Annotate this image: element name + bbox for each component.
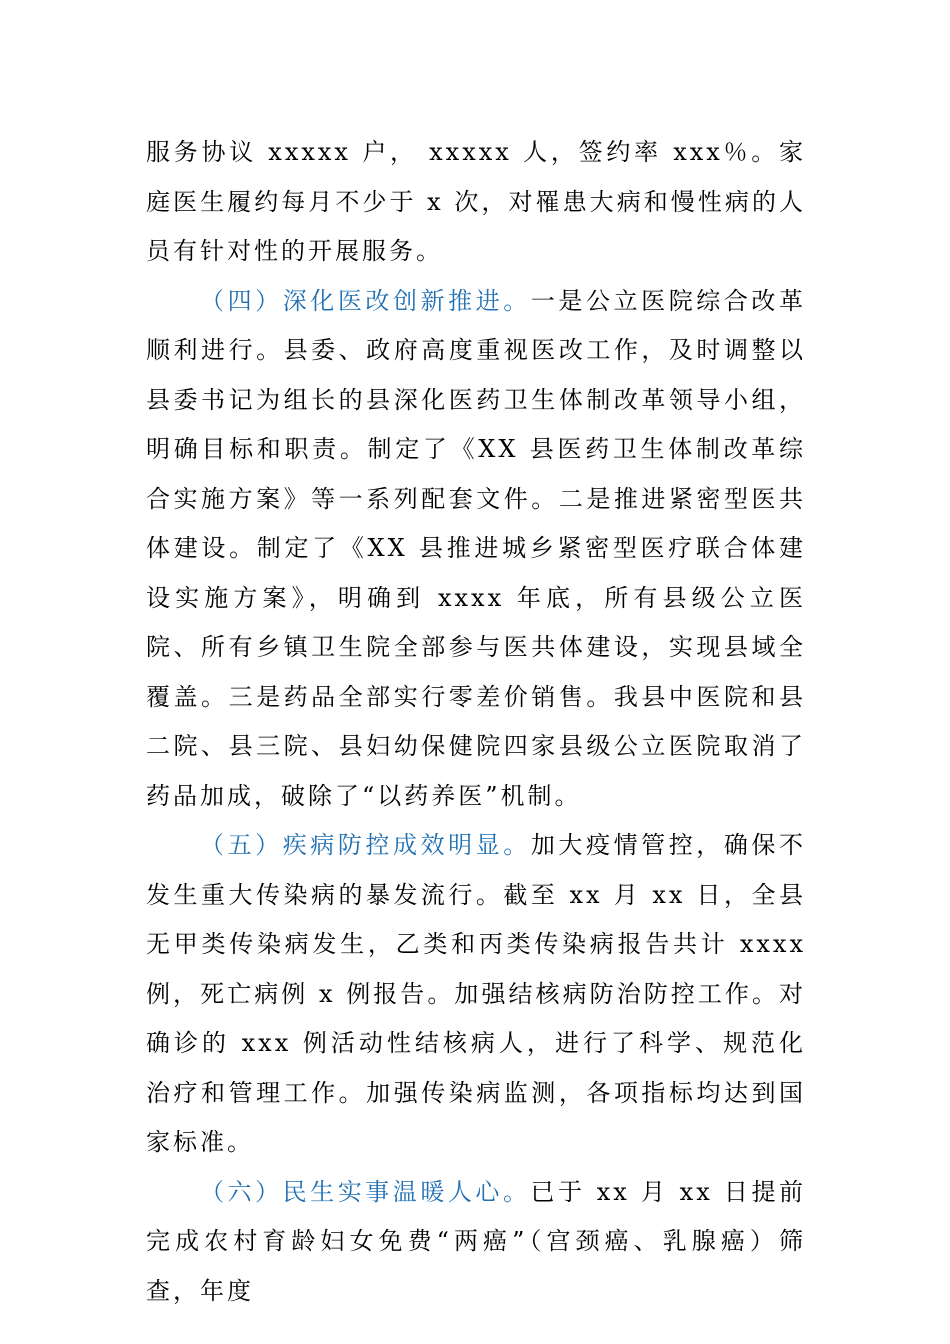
section-heading-4: （四）深化医改创新推进。 — [200, 286, 531, 315]
paragraph-body: 已于 xx 月 xx 日提前完成农村育龄妇女免费“两癌”（宫颈癌、乳腺癌）筛查，年度 — [146, 1177, 807, 1305]
paragraph-medical-reform — [146, 277, 806, 822]
paragraph-livelihood — [146, 1168, 806, 1317]
paragraph-disease-control — [146, 821, 806, 1168]
paragraph-body: 加大疫情管控，确保不发生重大传染病的暴发流行。截至 xx 月 xx 日，全县无甲类传染病发生，乙类和丙类传染病报告共计 xxxx 例，死亡病例 x 例报告。加强结核病防治防控工作。对确诊的 xxx 例活动性结核病人，进行了科学、规范化治疗和管理工作。加强传染病监测，各项指标均达到国家标准。 — [146, 831, 807, 1156]
section-heading-6: （六）民生实事温暖人心。 — [200, 1177, 531, 1206]
paragraph-body: 一是公立医院综合改革顺利进行。县委、政府高度重视医改工作，及时调整以县委书记为组长的县深化医药卫生体制改革领导小组，明确目标和职责。制定了《XX 县医药卫生体制改革综合实施方案》等一系列配套文件。二是推进紧密型医共体建设。制定了《XX 县推进城乡紧密型医疗联合体建设实施方案》，明确到 xxxx 年底，所有县级公立医院、所有乡镇卫生院全部参与医共体建设，实现县域全覆盖。三是药品全部实行零差价销售。我县中医院和县二院、县三院、县妇幼保健院四家县级公立医院取消了药品加成，破除了“以药养医”机制。 — [146, 286, 807, 810]
document-page — [146, 128, 806, 1316]
section-heading-5: （五）疾病防控成效明显。 — [200, 831, 531, 859]
paragraph-body: 服务协议 xxxxx 户， xxxxx 人，签约率 xxx％。家庭医生履约每月不少于 x 次，对罹患大病和慢性病的人员有针对性的开展服务。 — [146, 138, 806, 265]
paragraph-family-doctor — [146, 128, 806, 277]
